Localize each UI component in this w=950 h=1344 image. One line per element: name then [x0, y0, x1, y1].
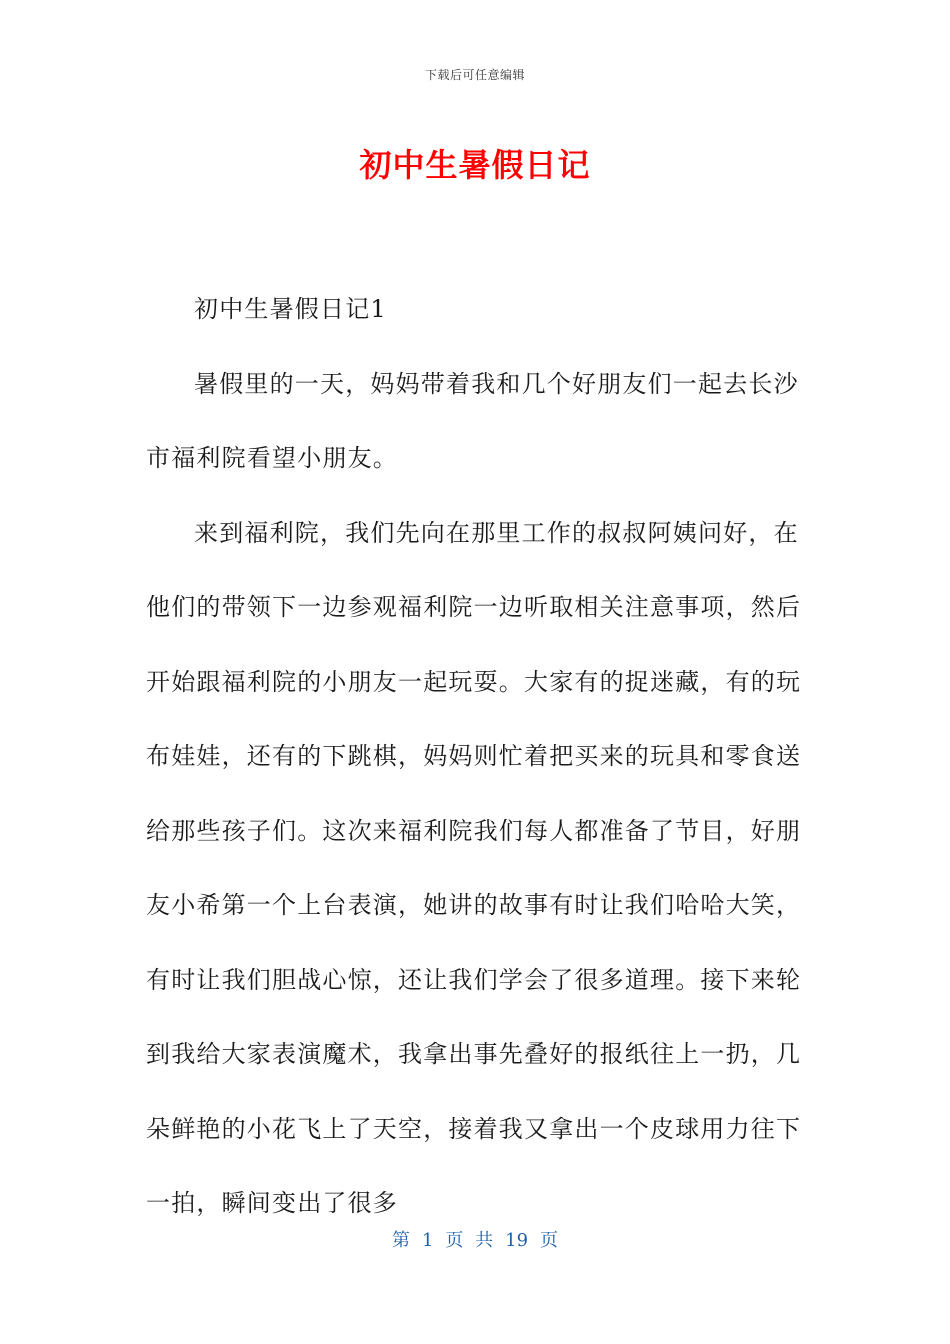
section-heading: 初中生暑假日记1 — [194, 295, 387, 323]
document-body — [146, 272, 806, 1241]
footer-prefix: 第 — [391, 1230, 410, 1251]
footer-suffix: 页 — [540, 1230, 559, 1251]
page-footer — [0, 1226, 950, 1252]
footer-current-page: 1 — [421, 1230, 434, 1251]
document-title: 初中生暑假日记 — [359, 146, 591, 184]
header-note: 下载后可任意编辑 — [424, 68, 525, 82]
paragraph: 暑假里的一天，妈妈带着我和几个好朋友们一起去长沙市福利院看望小朋友。 — [146, 369, 799, 472]
paragraph: 来到福利院，我们先向在那里工作的叔叔阿姨问好，在他们的带领下一边参观福利院一边听取相关注意事项，然后开始跟福利院的小朋友一起玩耍。大家有的捉迷藏，有的玩布娃娃，还有的下跳棋，妈妈则忙着把买来的玩具和零食送给那些孩子们。这次来福利院我们每人都准备了节目，好朋友小希第一个上台表演，她讲的故事有时让我们哈哈大笑，有时让我们胆战心惊，还让我们学会了很多道理。接下来轮到我给大家表演魔术，我拿出事先叠好的报纸往上一扔，几朵鲜艳的小花飞上了天空，接着我又拿出一个皮球用力往下一拍，瞬间变出了很多 — [146, 518, 802, 1217]
footer-total-pages: 19 — [505, 1230, 529, 1251]
footer-middle: 页 共 — [445, 1230, 494, 1251]
